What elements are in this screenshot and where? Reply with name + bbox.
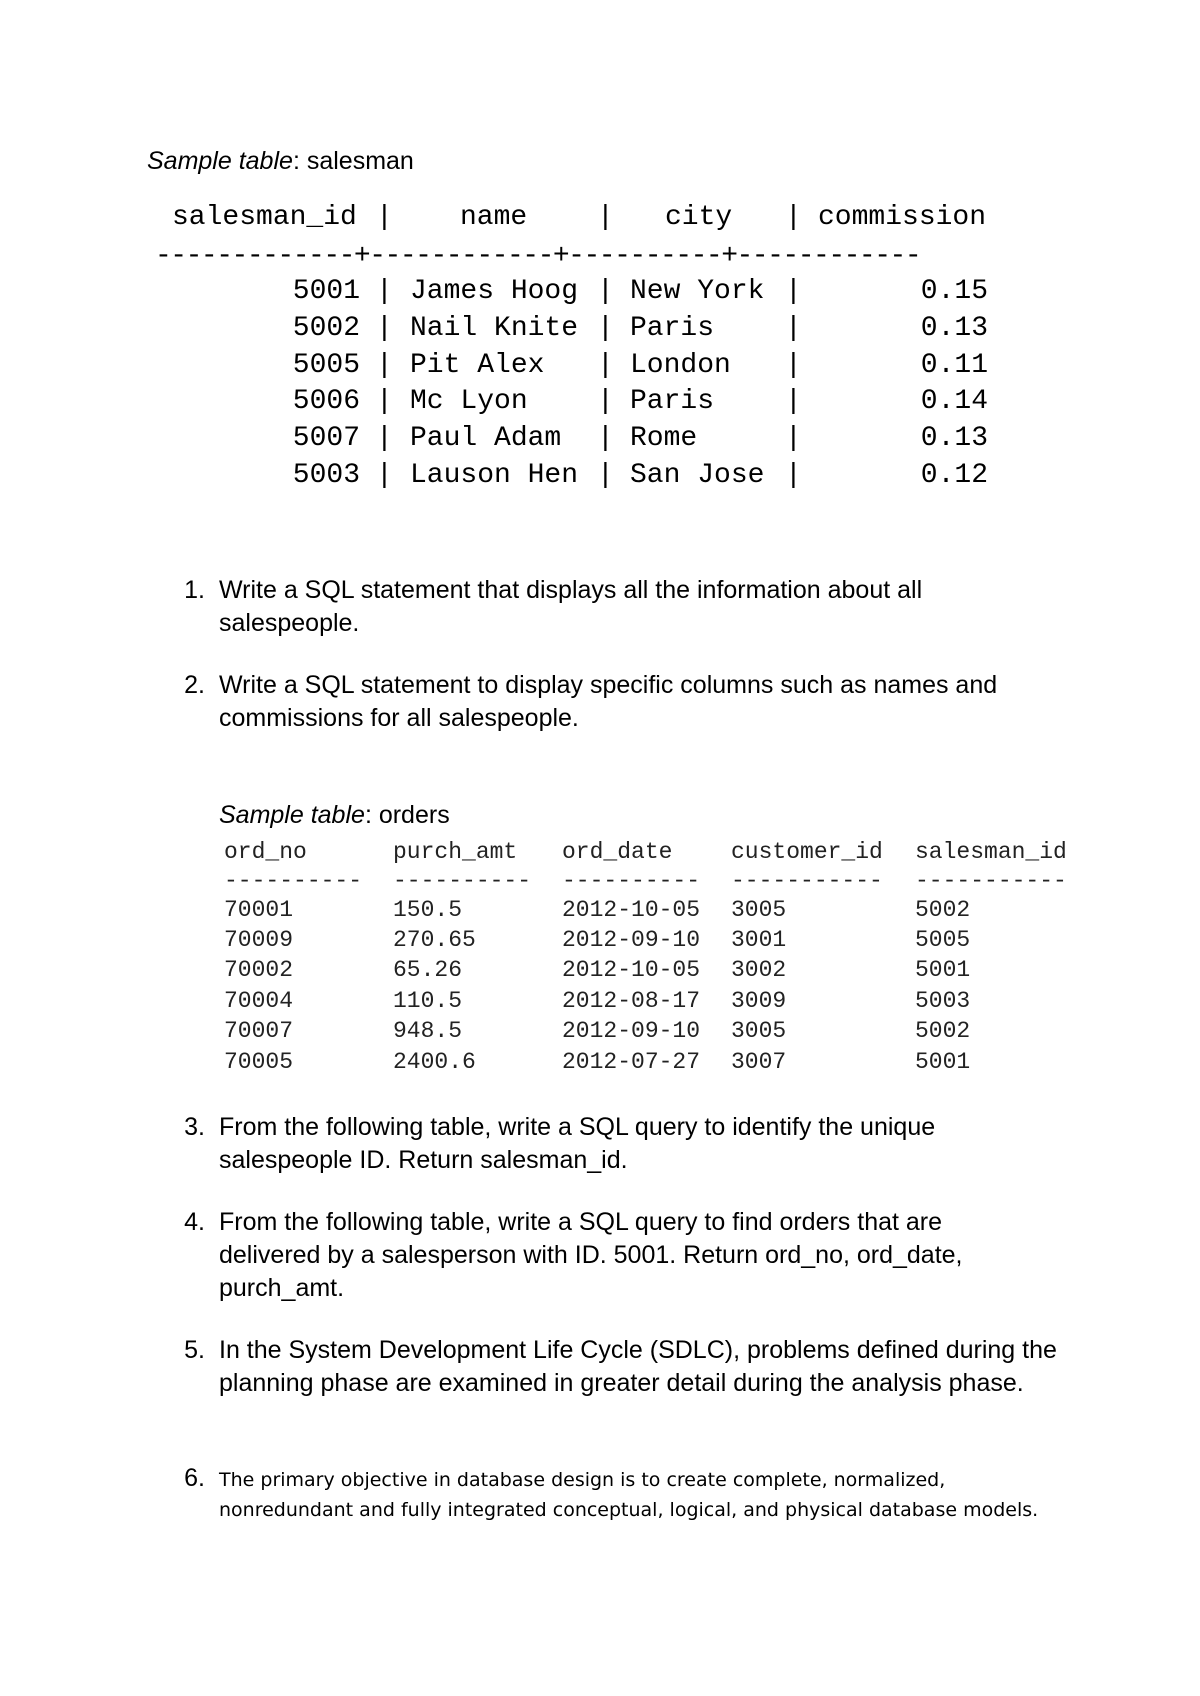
question-number: 2.: [184, 671, 205, 699]
orders-cell: 3005: [731, 1018, 787, 1044]
orders-cell: 70005: [224, 1049, 294, 1075]
salesman-cell-city: Rome: [630, 423, 698, 454]
question-number: 4.: [184, 1208, 205, 1236]
salesman-cell-city: New York: [630, 276, 765, 307]
orders-header-ord-date: ord_date: [562, 839, 673, 865]
salesman-cell-id: 5006: [292, 386, 360, 417]
salesman-cell-city: Paris: [630, 386, 715, 417]
salesman-header-id: salesman_id: [172, 202, 357, 233]
col-divider: |: [376, 202, 393, 233]
col-divider: |: [376, 386, 393, 417]
caption-italic: Sample table: [147, 147, 293, 175]
orders-cell: 948.5: [393, 1018, 463, 1044]
salesman-cell-name: Paul Adam: [410, 423, 562, 454]
salesman-table-caption: [147, 147, 414, 176]
orders-separator: -----------: [915, 868, 1067, 894]
salesman-cell-commission: 0.11: [920, 350, 988, 381]
salesman-cell-id: 5005: [292, 350, 360, 381]
col-divider: |: [785, 460, 802, 491]
salesman-separator: -------------+------------+----------+------------: [155, 241, 921, 272]
col-divider: |: [785, 423, 802, 454]
question-text: The primary objective in database design is to create complete, normalized, nonredundant and fully integrated conceptual, logical, and physical database models.: [219, 1469, 1039, 1521]
col-divider: |: [597, 202, 614, 233]
col-divider: |: [376, 276, 393, 307]
orders-cell: 2400.6: [393, 1049, 476, 1075]
orders-cell: 5001: [915, 1049, 971, 1075]
orders-cell: 150.5: [393, 897, 463, 923]
question-text: From the following table, write a SQL query to find orders that are delivered by a salesperson with ID. 5001. Return ord_no, ord_date, purch_amt.: [219, 1208, 963, 1302]
orders-cell: 3001: [731, 927, 787, 953]
col-divider: |: [597, 276, 614, 307]
orders-header-purch-amt: purch_amt: [393, 839, 518, 865]
question-text: From the following table, write a SQL query to identify the unique salespeople ID. Return salesman_id.: [219, 1113, 936, 1174]
salesman-cell-name: Nail Knite: [410, 313, 579, 344]
salesman-cell-id: 5001: [292, 276, 360, 307]
col-divider: |: [376, 350, 393, 381]
orders-cell: 70004: [224, 988, 294, 1014]
question-text: Write a SQL statement to display specific columns such as names and commissions for all salespeople.: [219, 671, 998, 732]
orders-header-customer-id: customer_id: [731, 839, 883, 865]
orders-separator: -----------: [731, 868, 883, 894]
salesman-header-commission: commission: [818, 202, 987, 233]
salesman-cell-name: Pit Alex: [410, 350, 545, 381]
col-divider: |: [785, 350, 802, 381]
orders-cell: 70009: [224, 927, 294, 953]
salesman-cell-city: London: [630, 350, 731, 381]
orders-cell: 270.65: [393, 927, 476, 953]
col-divider: |: [597, 386, 614, 417]
orders-cell: 2012-08-17: [562, 988, 701, 1014]
orders-cell: 5001: [915, 957, 971, 983]
col-divider: |: [597, 313, 614, 344]
question-number: 3.: [184, 1113, 205, 1141]
orders-cell: 5005: [915, 927, 971, 953]
orders-cell: 5002: [915, 1018, 971, 1044]
salesman-header-city: city: [665, 202, 733, 233]
col-divider: |: [597, 423, 614, 454]
col-divider: |: [376, 460, 393, 491]
orders-separator: ----------: [393, 868, 532, 894]
salesman-cell-commission: 0.13: [920, 423, 988, 454]
orders-cell: 70002: [224, 957, 294, 983]
salesman-cell-name: Lauson Hen: [410, 460, 579, 491]
col-divider: |: [785, 386, 802, 417]
orders-cell: 2012-09-10: [562, 1018, 701, 1044]
orders-separator: ----------: [224, 868, 363, 894]
orders-cell: 3002: [731, 957, 787, 983]
salesman-cell-commission: 0.15: [920, 276, 988, 307]
salesman-cell-commission: 0.12: [920, 460, 988, 491]
caption-rest: : orders: [364, 801, 450, 829]
question-number: 6.: [184, 1464, 205, 1492]
salesman-cell-commission: 0.13: [920, 313, 988, 344]
orders-header-salesman-id: salesman_id: [915, 839, 1067, 865]
orders-cell: 5002: [915, 897, 971, 923]
question-text: In the System Development Life Cycle (SDLC), problems defined during the planning phase are examined in greater detail during the analysis phase.: [219, 1336, 1057, 1397]
salesman-cell-name: James Hoog: [410, 276, 579, 307]
col-divider: |: [376, 423, 393, 454]
col-divider: |: [785, 202, 802, 233]
orders-table-caption: [219, 801, 450, 830]
salesman-cell-commission: 0.14: [920, 386, 988, 417]
salesman-cell-city: Paris: [630, 313, 715, 344]
salesman-cell-id: 5007: [292, 423, 360, 454]
col-divider: |: [597, 350, 614, 381]
col-divider: |: [785, 276, 802, 307]
question-number: 5.: [184, 1336, 205, 1364]
orders-cell: 2012-07-27: [562, 1049, 701, 1075]
orders-cell: 65.26: [393, 957, 463, 983]
orders-cell: 5003: [915, 988, 971, 1014]
orders-cell: 3009: [731, 988, 787, 1014]
caption-rest: : salesman: [292, 147, 414, 175]
salesman-cell-id: 5003: [292, 460, 360, 491]
orders-cell: 3005: [731, 897, 787, 923]
question-number: 1.: [184, 576, 205, 604]
orders-cell: 70007: [224, 1018, 294, 1044]
orders-cell: 2012-10-05: [562, 897, 701, 923]
col-divider: |: [376, 313, 393, 344]
col-divider: |: [597, 460, 614, 491]
orders-cell: 2012-09-10: [562, 927, 701, 953]
question-text: Write a SQL statement that displays all the information about all salespeople.: [219, 576, 923, 637]
orders-cell: 70001: [224, 897, 294, 923]
salesman-header-name: name: [460, 202, 528, 233]
orders-cell: 110.5: [393, 988, 463, 1014]
salesman-cell-city: San Jose: [630, 460, 765, 491]
col-divider: |: [785, 313, 802, 344]
salesman-cell-id: 5002: [292, 313, 360, 344]
orders-separator: ----------: [562, 868, 701, 894]
caption-italic: Sample table: [219, 801, 365, 829]
orders-cell: 2012-10-05: [562, 957, 701, 983]
orders-cell: 3007: [731, 1049, 787, 1075]
salesman-cell-name: Mc Lyon: [410, 386, 528, 417]
orders-header-ord-no: ord_no: [224, 839, 307, 865]
